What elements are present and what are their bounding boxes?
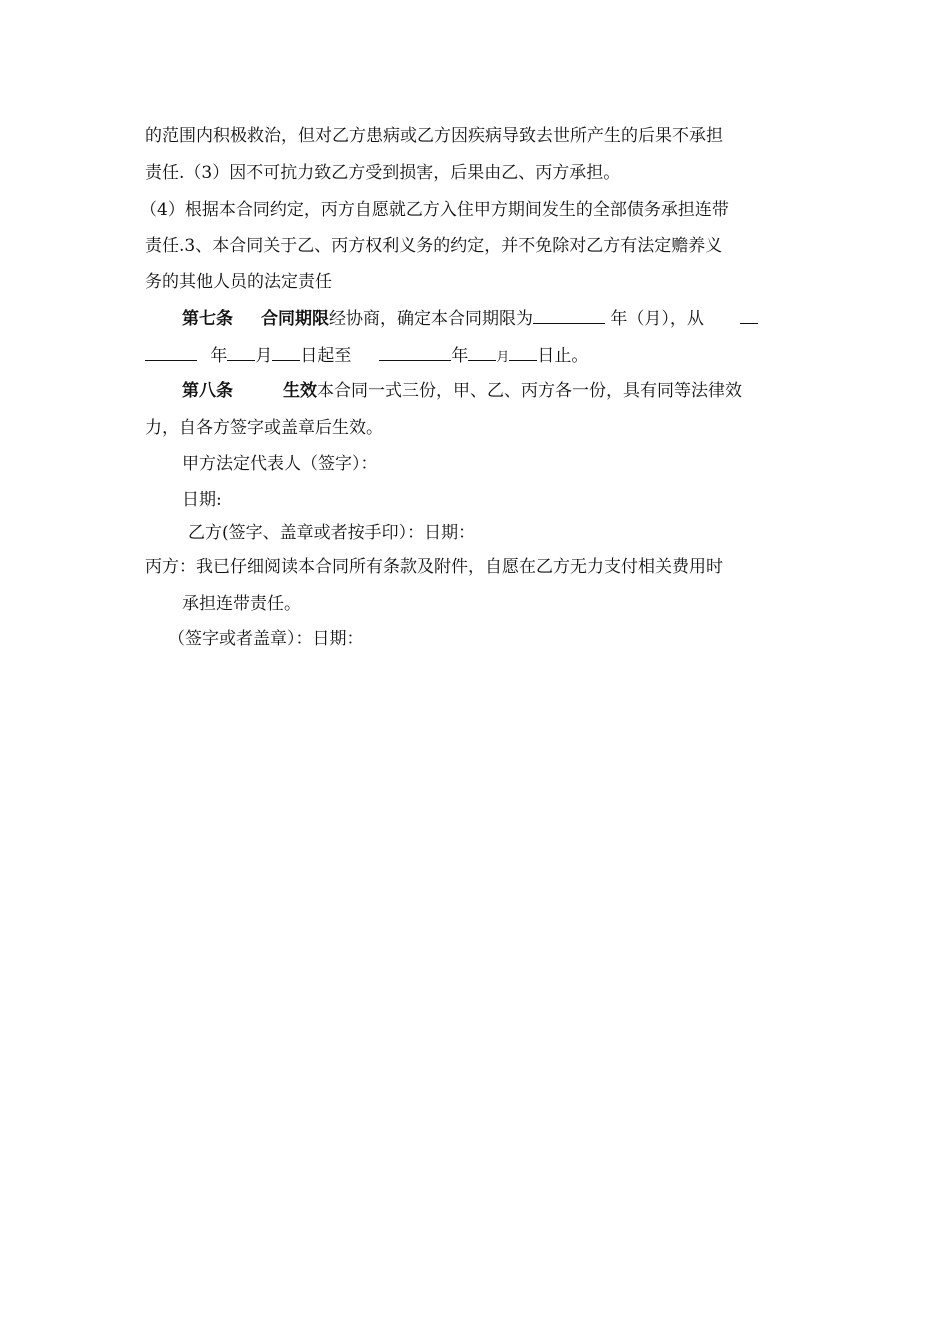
from-month-blank[interactable] [227,344,255,361]
to-month-blank[interactable] [468,344,496,361]
party-b-signature: 乙方(签字、盖章或者按手印）：日期： [188,523,476,543]
paragraph-line: 的范围内积极救治，但对乙方患病或乙方因疾病导致去世所产生的后果不承担 [145,126,723,146]
article-7-text-2: 年（月），从 [605,309,704,329]
article-8-line-1 [182,380,742,402]
article-8-title: 生效 [283,381,317,401]
article-8-text: 本合同一式三份，甲、乙、丙方各一份，具有同等法律效 [317,381,742,401]
to-day-blank[interactable] [509,344,537,361]
paragraph-line: 责任.（3）因不可抗力致乙方受到损害，后果由乙、丙方承担。 [145,163,621,183]
article-7-heading: 第七条 [182,309,233,329]
article-7-text: 经协商，确定本合同期限为 [329,309,533,329]
month2-label: 月 [496,350,510,365]
party-c-statement-2: 承担连带责任。 [182,594,301,614]
term-blank[interactable] [533,307,605,324]
to-year-blank[interactable] [379,344,451,361]
from-day-blank[interactable] [272,344,300,361]
article-8-heading: 第八条 [182,381,233,401]
party-a-representative: 甲方法定代表人（签字）： [182,454,378,474]
end-label: 日止。 [537,346,589,366]
year-label: 年 [205,346,228,366]
day-from-label: 日起至 [300,346,352,366]
article-7-title: 合同期限 [261,309,329,329]
article-7-line-1 [182,307,758,329]
paragraph-line: 责任.3、本合同关于乙、丙方权利义务的约定，并不免除对乙方有法定赡养义 [145,236,723,256]
month-label: 月 [255,346,273,366]
party-a-date: 日期: [182,490,222,510]
party-c-statement: 丙方：我已仔细阅读本合同所有条款及附件，自愿在乙方无力支付相关费用时 [145,557,723,577]
article-8-line-2: 力，自各方签字或盖章后生效。 [145,418,383,438]
paragraph-line: 务的其他人员的法定责任 [145,272,332,292]
from-year-blank[interactable] [145,344,197,361]
paragraph-line: （4）根据本合同约定，丙方自愿就乙方入住甲方期间发生的全部债务承担连带 [140,200,729,220]
party-c-signature: （签字或者盖章）：日期： [168,629,364,649]
from-blank-start[interactable] [740,307,758,324]
year2-label: 年 [451,346,469,366]
article-7-line-2 [145,344,588,366]
